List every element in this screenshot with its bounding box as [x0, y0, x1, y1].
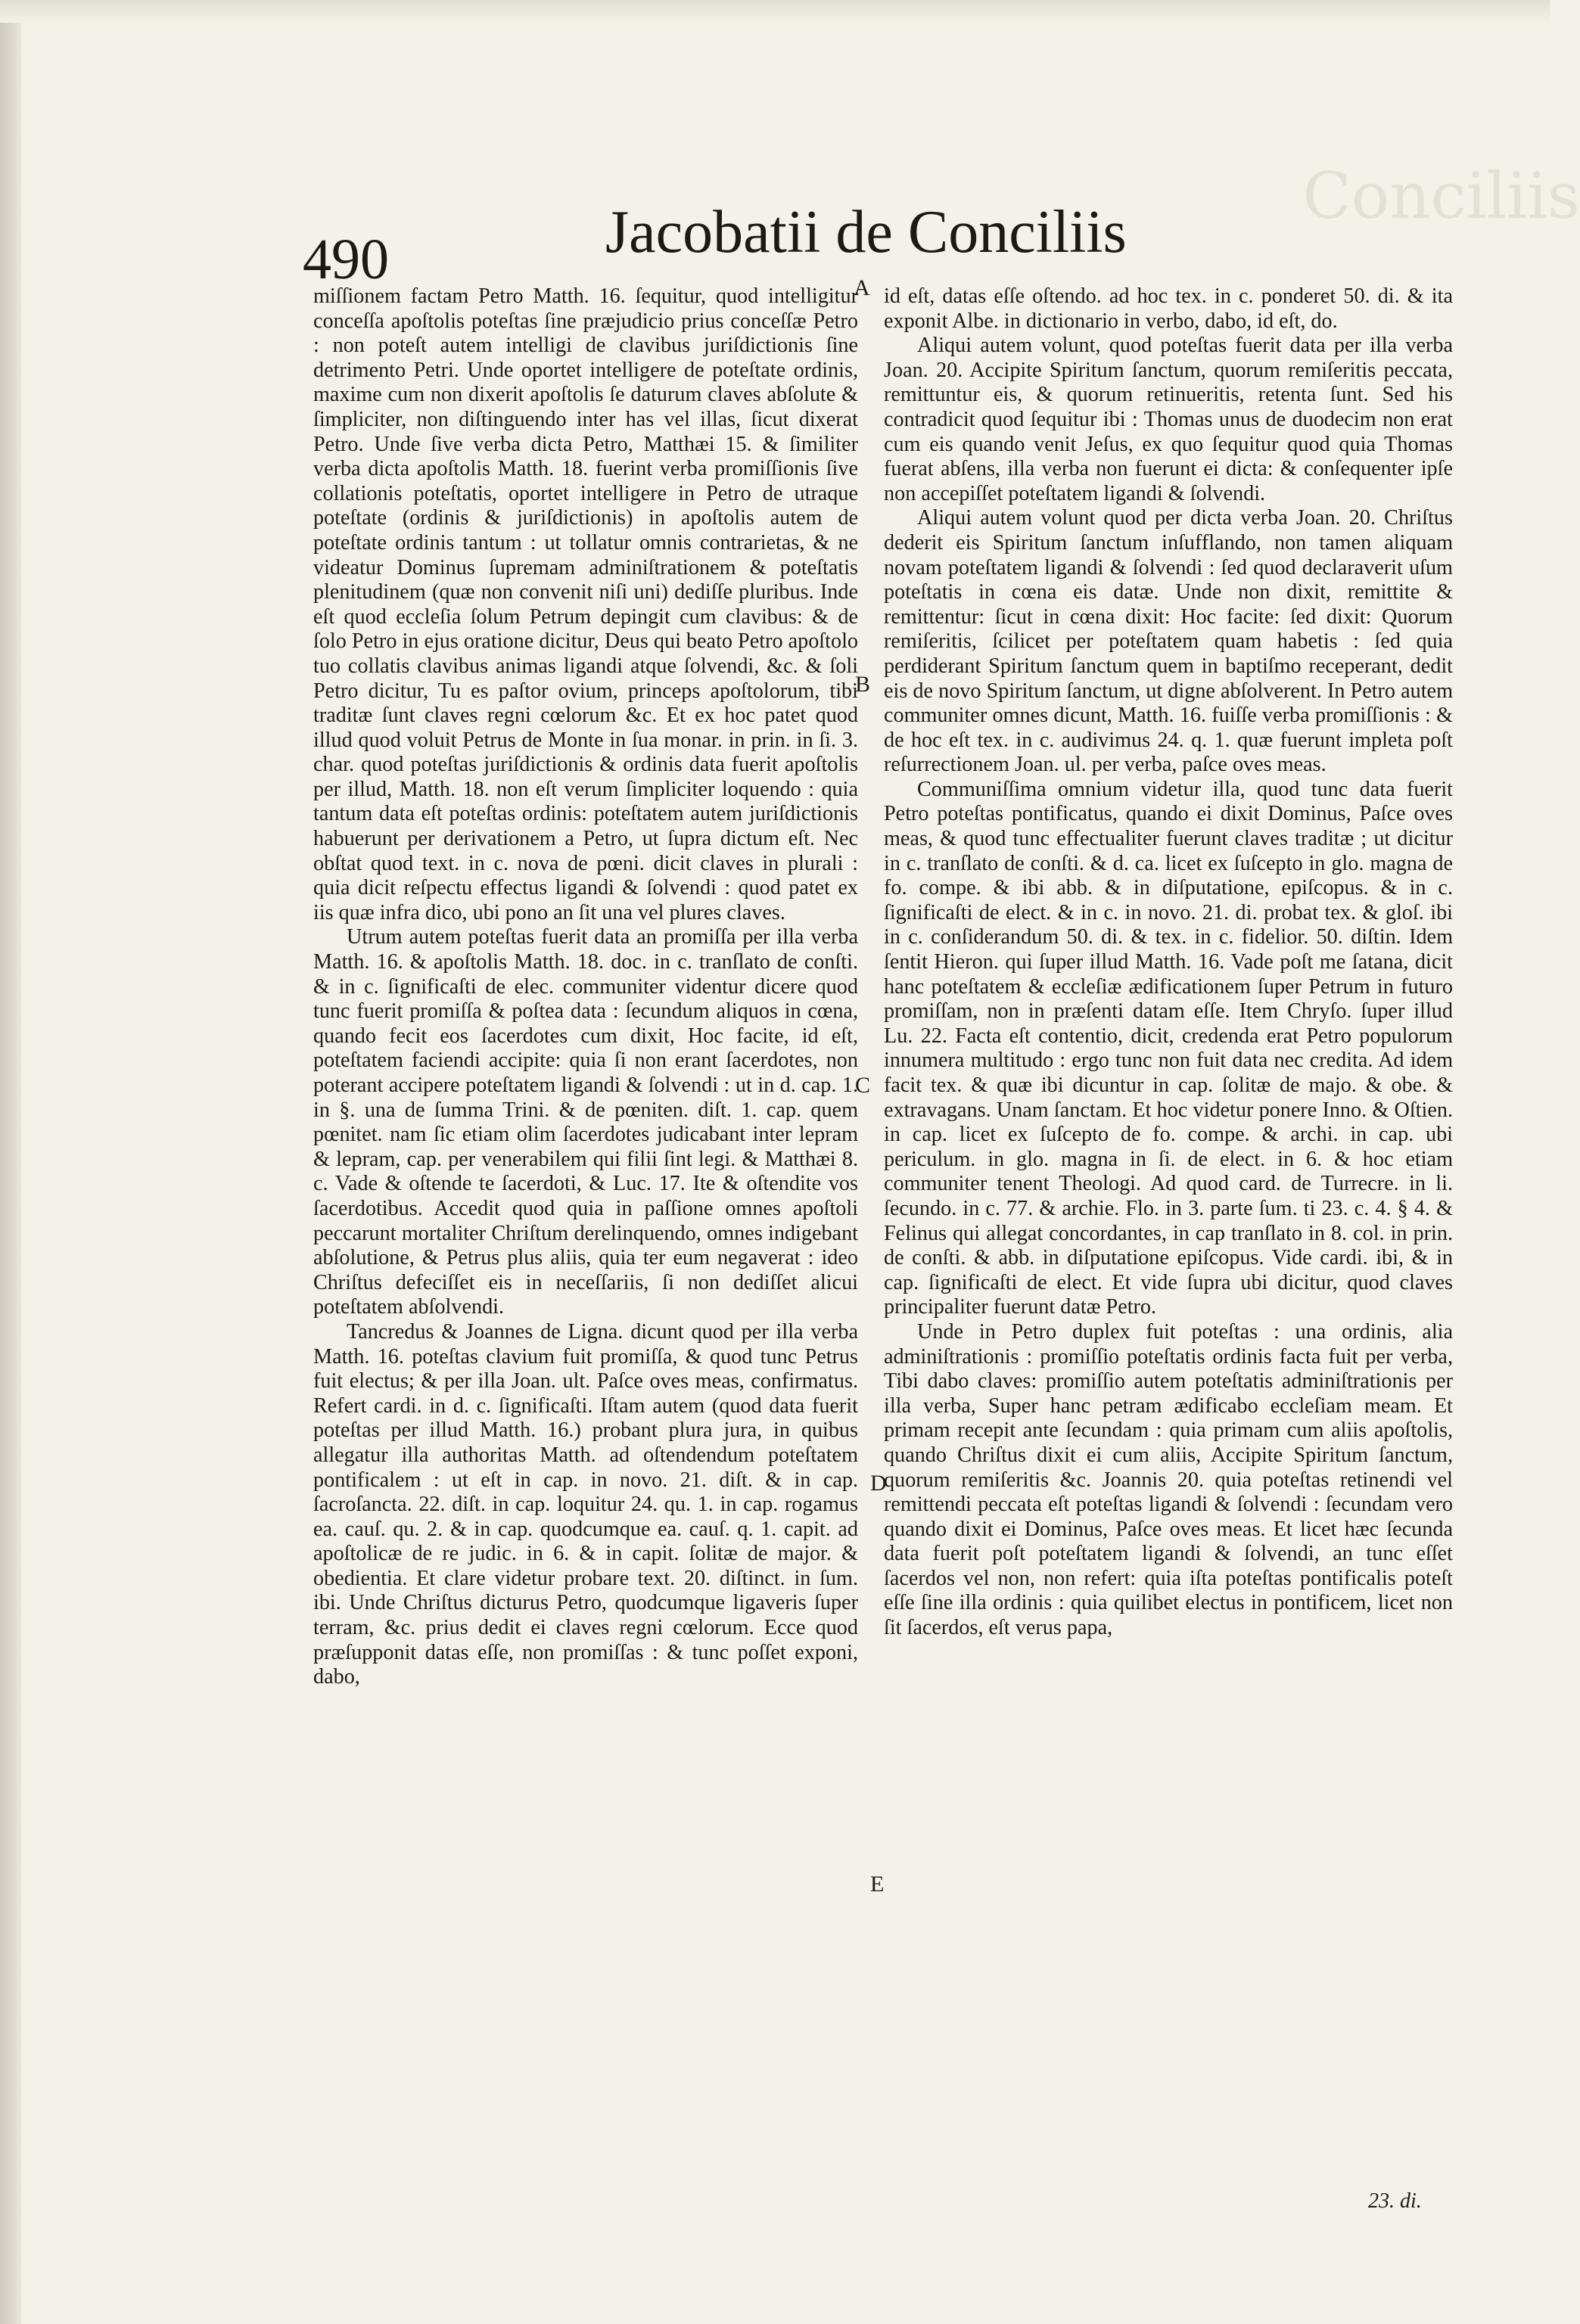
left-column	[313, 284, 858, 1690]
page-top-shadow	[0, 0, 1550, 23]
margin-marker-c: C	[855, 1073, 871, 1098]
left-paragraph-3: Tancredus & Joannes de Ligna. dicunt quod per illa verba Matth. 16. poteſtas clavium fuit promiſſa, & quod tunc Petrus fuit electus; & per illa Joan. ult. Paſce oves meas, confirmatus. Refert cardi. in d. c. ſignificaſti. Iſtam autem (quod data fuerit poteſtas per illud Matth. 16.) probant plura jura, in quibus allegatur illa authoritas Matth. ad oſtendendum poteſtatem pontificalem : ut eſt in cap. in novo. 21. diſt. & in cap. ſacroſancta. 22. diſt. in cap. loquitur 24. qu. 1. in cap. rogamus ea. cauſ. qu. 2. & in cap. quodcumque ea. cauſ. q. 1. capit. ad apoſtolicæ de re judic. in 6. & in capit. ſolitæ de major. & obedientia. Et clare videtur probare text. 20. diſtinct. in ſum. ibi. Unde Chriſtus dicturus Petro, quodcumque ligaveris ſuper terram, &c. prius dedit ei claves regni cœlorum. Ecce quod præſupponit datas eſſe, non promiſſas : & tunc poſſet exponi, dabo,	[313, 1319, 858, 1689]
right-paragraph-2: Aliqui autem volunt, quod poteſtas fuerit data per illa verba Joan. 20. Accipite Spiritum ſanctum, quorum remiſeritis peccata, remittuntur eis, & quorum retinueritis, retenta ſunt. Sed his contradicit quod ſequitur ibi : Thomas unus de duodecim non erat cum eis quando venit Jeſus, ex quo ſequitur quod quia Thomas fuerat abſens, illa verba non fuerunt ei dicta: & conſequenter ipſe non accepiſſet poteſtatem ligandi & ſolvendi.	[884, 334, 1453, 505]
margin-marker-d: D	[870, 1471, 887, 1496]
right-column	[884, 284, 1453, 1641]
page-number: 490	[303, 228, 389, 291]
right-paragraph-3: Aliqui autem volunt quod per dicta verba Joan. 20. Chriſtus dederit eis Spiritum ſanctum inſufflando, non tamen aliquam novam poteſtatem ligandi & ſolvendi : ſed quod declaraverit uſum poteſtatis in cœna eis datæ. Unde non dixit, remittite & remittentur: ſicut in cœna dixit: Hoc facite: ſed dixit: Quorum remiſeritis, ſcilicet per poteſtatem quam habetis : ſed quia perdiderant Spiritum ſanctum quem in baptiſmo receperant, dedit eis de novo Spiritum ſanctum, ut digne abſolverent. In Petro autem communiter omnes dicunt, Matth. 16. fuiſſe verba promiſſionis : & de hoc eſt tex. in c. audivimus 24. q. 1. quæ fuerunt impleta poſt reſurrectionem Joan. ul. per verba, paſce oves meas.	[884, 506, 1453, 777]
running-title: Jacobatii de Conciliis	[605, 199, 1127, 266]
margin-marker-b: B	[855, 672, 871, 697]
show-through-title: Conciliis	[1302, 159, 1580, 233]
catchword: 23. di.	[1368, 2189, 1422, 2213]
margin-marker-a: A	[854, 275, 870, 300]
page-gutter-shadow	[0, 0, 21, 2324]
right-paragraph-5: Unde in Petro duplex fuit poteſtas : una ordinis, alia adminiſtrationis : promiſſio poteſtatis ordinis facta fuit per verba, Tibi dabo claves: promiſſio autem poteſtatis adminiſtrationis per illa verba, Super hanc petram ædificabo eccleſiam meam. Et primam recepit ante ſecundam : quia primam cum aliis apoſtolis, quando Chriſtus dixit ei cum aliis, Accipite Spiritum ſanctum, quorum remiſeritis &c. Joannis 20. quia poteſtas retinendi vel remittendi peccata eſt poteſtas ligandi & ſolvendi : ſecundam vero quando dixit ei Dominus, Paſce oves meas. Et licet hæc ſecunda data fuerit poſt poteſtatem ligandi & ſolvendi, an tunc eſſet ſacerdos vel non, non refert: quia iſta poteſtas pontificalis poteſt eſſe ſine illa ordinis : quia quilibet electus in pontificem, licet non ſit ſacerdos, eſt verus papa,	[884, 1319, 1453, 1640]
left-paragraph-2: Utrum autem poteſtas fuerit data an promiſſa per illa verba Matth. 16. & apoſtolis Matth. 18. doc. in c. tranſlato de conſti. & in c. ſignificaſti de elec. communiter videntur dicere quod tunc fuerit promiſſa & poſtea data : ſecundum aliquos in cœna, quando fecit eos ſacerdotes cum dixit, Hoc facite, id eſt, poteſtatem faciendi accipite: quia ſi non erant ſacerdotes, non poterant accipere poteſtatem ligandi & ſolvendi : ut in d. cap. 1. in §. una de ſumma Trini. & de pœniten. diſt. 1. cap. quem pœnitet. nam ſic etiam olim ſacerdotes judicabant inter lepram & lepram, cap. per venerabilem qui filii ſint legi. & Matthæi 8. c. Vade & oſtende te ſacerdoti, & Luc. 17. Ite & oſtendite vos ſacerdotibus. Accedit quod quia in paſſione omnes apoſtoli peccarunt mortaliter Chriſtum derelinquendo, omnes indigebant abſolutione, & Petrus plus aliis, quia ter eum negaverat : ideo Chriſtus defeciſſet eis in neceſſariis, ſi non dediſſet alicui poteſtatem abſolvendi.	[313, 925, 858, 1319]
right-paragraph-4: Communiſſima omnium videtur illa, quod tunc data fuerit Petro poteſtas pontificatus, quando ei dixit Dominus, Paſce oves meas, & quod tunc effectualiter fuerunt claves traditæ ; ut dicitur in c. tranſlato de conſti. & d. ca. licet ex ſuſcepto in glo. magna de fo. compe. & ibi abb. & in diſputatione, epiſcopus. & in c. ſignificaſti de elect. & in c. in novo. 21. di. probat tex. & gloſ. ibi in c. conſiderandum 50. di. & tex. in c. fidelior. 50. diſtin. Idem ſentit Hieron. qui ſuper illud Matth. 16. Vade poſt me ſatana, dicit hanc poteſtatem & eccleſiæ ædificationem ſuper Petrum in futuro promiſſam, non in præſenti datam eſſe. Item Chryſo. ſuper illud Lu. 22. Facta eſt contentio, dicit, credenda erat Petro populorum innumera multitudo : ergo tunc non fuit data nec credita. Ad idem facit tex. & quæ ibi dicuntur in cap. ſolitæ de majo. & obe. & extravagans. Unam ſanctam. Et hoc videtur ponere Inno. & Oſtien. in cap. licet ex ſuſcepto de fo. compe. & archi. in cap. ubi periculum. in glo. magna in ſi. de elect. in 6. & hoc etiam communiter tenent Theologi. Ad quod card. de Turrecre. in li. ſecundo. in c. 77. & archie. Flo. in 3. parte ſum. ti 23. c. 4. § 4. & Felinus qui allegat concordantes, in cap tranſlato in 8. col. in prin. de conſti. & abb. in diſputatione epiſcopus. Vide cardi. ibi, & in cap. ſignificaſti de elect. Et vide ſupra ubi dicitur, quod claves principaliter fuerunt datæ Petro.	[884, 777, 1453, 1319]
margin-marker-e: E	[870, 1872, 885, 1897]
left-paragraph-1: miſſionem factam Petro Matth. 16. ſequitur, quod intelligitur conceſſa apoſtolis poteſtas ſine præjudicio prius conceſſæ Petro : non poteſt autem intelligi de clavibus juriſdictionis ſine detrimento Petri. Unde oportet intelligere de poteſtate ordinis, maxime cum non dixerit apoſtolis ſe daturum claves abſolute & ſimpliciter, non diſtinguendo inter has vel illas, ſicut dixerat Petro. Unde ſive verba dicta Petro, Matthæi 15. & ſimiliter verba dicta apoſtolis Matth. 18. fuerint verba promiſſionis ſive collationis poteſtatis, oportet intelligere in Petro de utraque poteſtate (ordinis & juriſdictionis) in apoſtolis autem de poteſtate ordinis tantum : ut tollatur omnis contrarietas, & ne videatur Dominus ſupremam adminiſtrationem & poteſtatis plenitudinem (quæ non convenit niſi uni) dediſſe pluribus. Inde eſt quod eccleſia ſolum Petrum depingit cum clavibus: & de ſolo Petro in ejus oratione dicitur, Deus qui beato Petro apoſtolo tuo collatis clavibus animas ligandi atque ſolvendi, &c. & ſoli Petro dicitur, Tu es paſtor ovium, princeps apoſtolorum, tibi traditæ ſunt claves regni cœlorum &c. Et ex hoc patet quod illud quod voluit Petrus de Monte in ſua monar. in prin. in ſi. 3. char. quod poteſtas juriſdictionis & ordinis data fuerit apoſtolis per illud, Matth. 18. non eſt verum ſimpliciter loquendo : quia tantum data eſt poteſtas ordinis: poteſtatem autem juriſdictionis habuerunt per derivationem a Petro, ut ſupra dictum eſt. Nec obſtat quod text. in c. nova de pœni. dicit claves in plurali : quia dicit reſpectu effectus ligandi & ſolvendi : quod patet ex iis quæ infra dico, ubi pono an ſit una vel plures claves.	[313, 284, 858, 924]
right-paragraph-1: id eſt, datas eſſe oſtendo. ad hoc tex. in c. ponderet 50. di. & ita exponit Albe. in dictionario in verbo, dabo, id eſt, do.	[884, 284, 1453, 333]
